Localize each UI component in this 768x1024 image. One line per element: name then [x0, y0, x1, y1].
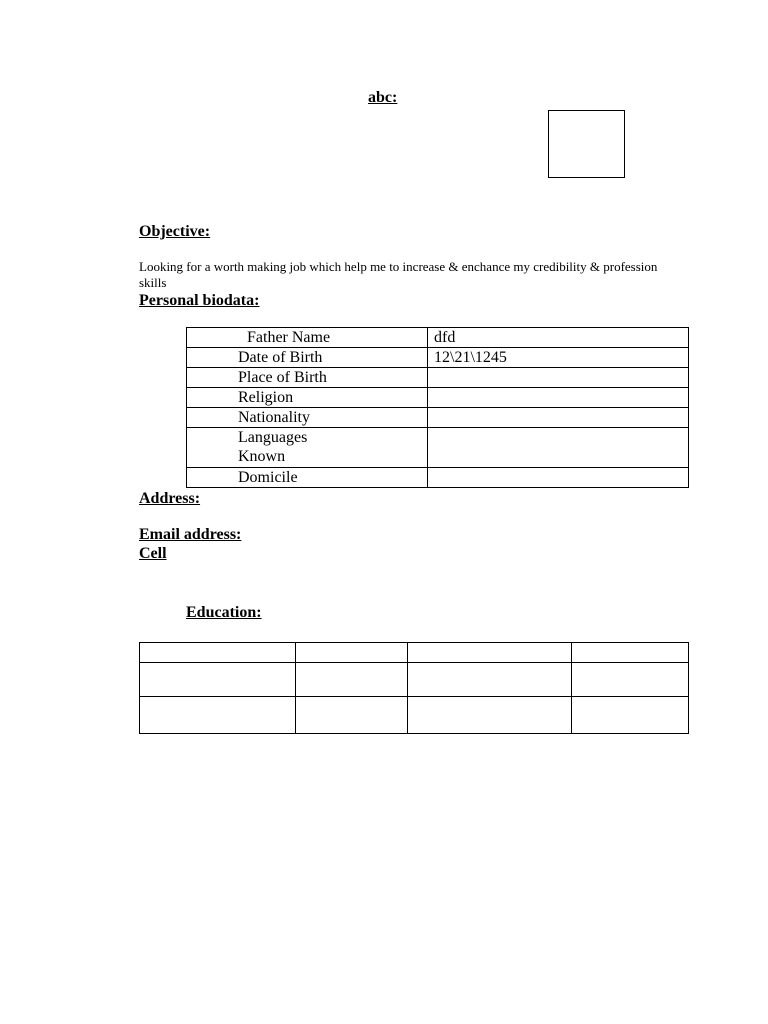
table-row	[187, 328, 689, 348]
biodata-label-cell	[187, 428, 428, 468]
education-cell	[572, 643, 689, 663]
biodata-label-cell	[187, 468, 428, 488]
education-cell	[296, 643, 408, 663]
biodata-value-cell	[428, 328, 689, 348]
education-cell	[572, 697, 689, 734]
place-of-birth-label: Place of Birth	[238, 369, 327, 386]
biodata-label-cell	[187, 368, 428, 388]
education-cell	[408, 643, 572, 663]
table-row	[187, 388, 689, 408]
date-of-birth-value: 12\21\1245	[434, 349, 507, 366]
biodata-label-cell	[187, 328, 428, 348]
biodata-value-cell	[428, 428, 689, 468]
nationality-label: Nationality	[238, 409, 310, 426]
religion-label: Religion	[238, 389, 294, 406]
email-heading: Email address:	[139, 526, 242, 543]
father-name-value: dfd	[434, 329, 456, 346]
personal-biodata-table	[186, 327, 689, 488]
name-heading: abc:	[368, 89, 398, 106]
table-row	[187, 428, 689, 468]
date-of-birth-label: Date of Birth	[238, 349, 323, 366]
table-row	[187, 368, 689, 388]
biodata-label-cell	[187, 348, 428, 368]
education-cell	[572, 663, 689, 697]
table-row	[140, 643, 689, 663]
education-table	[139, 642, 689, 734]
education-cell	[140, 663, 296, 697]
biodata-value-cell	[428, 468, 689, 488]
father-name-label: Father Name	[247, 329, 331, 346]
biodata-label-cell	[187, 388, 428, 408]
education-cell	[408, 663, 572, 697]
table-row	[187, 348, 689, 368]
education-cell	[296, 663, 408, 697]
biodata-value-cell	[428, 388, 689, 408]
biodata-value-cell	[428, 348, 689, 368]
personal-biodata-heading: Personal biodata:	[139, 292, 260, 309]
table-row	[140, 663, 689, 697]
education-cell	[296, 697, 408, 734]
cell-heading: Cell	[139, 545, 167, 562]
languages-known-label: Languages Known	[238, 429, 308, 465]
education-cell	[140, 643, 296, 663]
table-row	[140, 697, 689, 734]
biodata-value-cell	[428, 368, 689, 388]
table-row	[187, 468, 689, 488]
address-heading: Address:	[139, 490, 201, 507]
biodata-value-cell	[428, 408, 689, 428]
domicile-label: Domicile	[238, 469, 298, 486]
education-cell	[140, 697, 296, 734]
education-heading: Education:	[186, 604, 262, 621]
objective-text: Looking for a worth making job which help me to increase & enchance my credibility & profession skills	[139, 259, 658, 290]
photo-placeholder	[548, 110, 625, 178]
objective-heading: Objective:	[139, 223, 211, 240]
table-row	[187, 408, 689, 428]
education-cell	[408, 697, 572, 734]
biodata-label-cell	[187, 408, 428, 428]
